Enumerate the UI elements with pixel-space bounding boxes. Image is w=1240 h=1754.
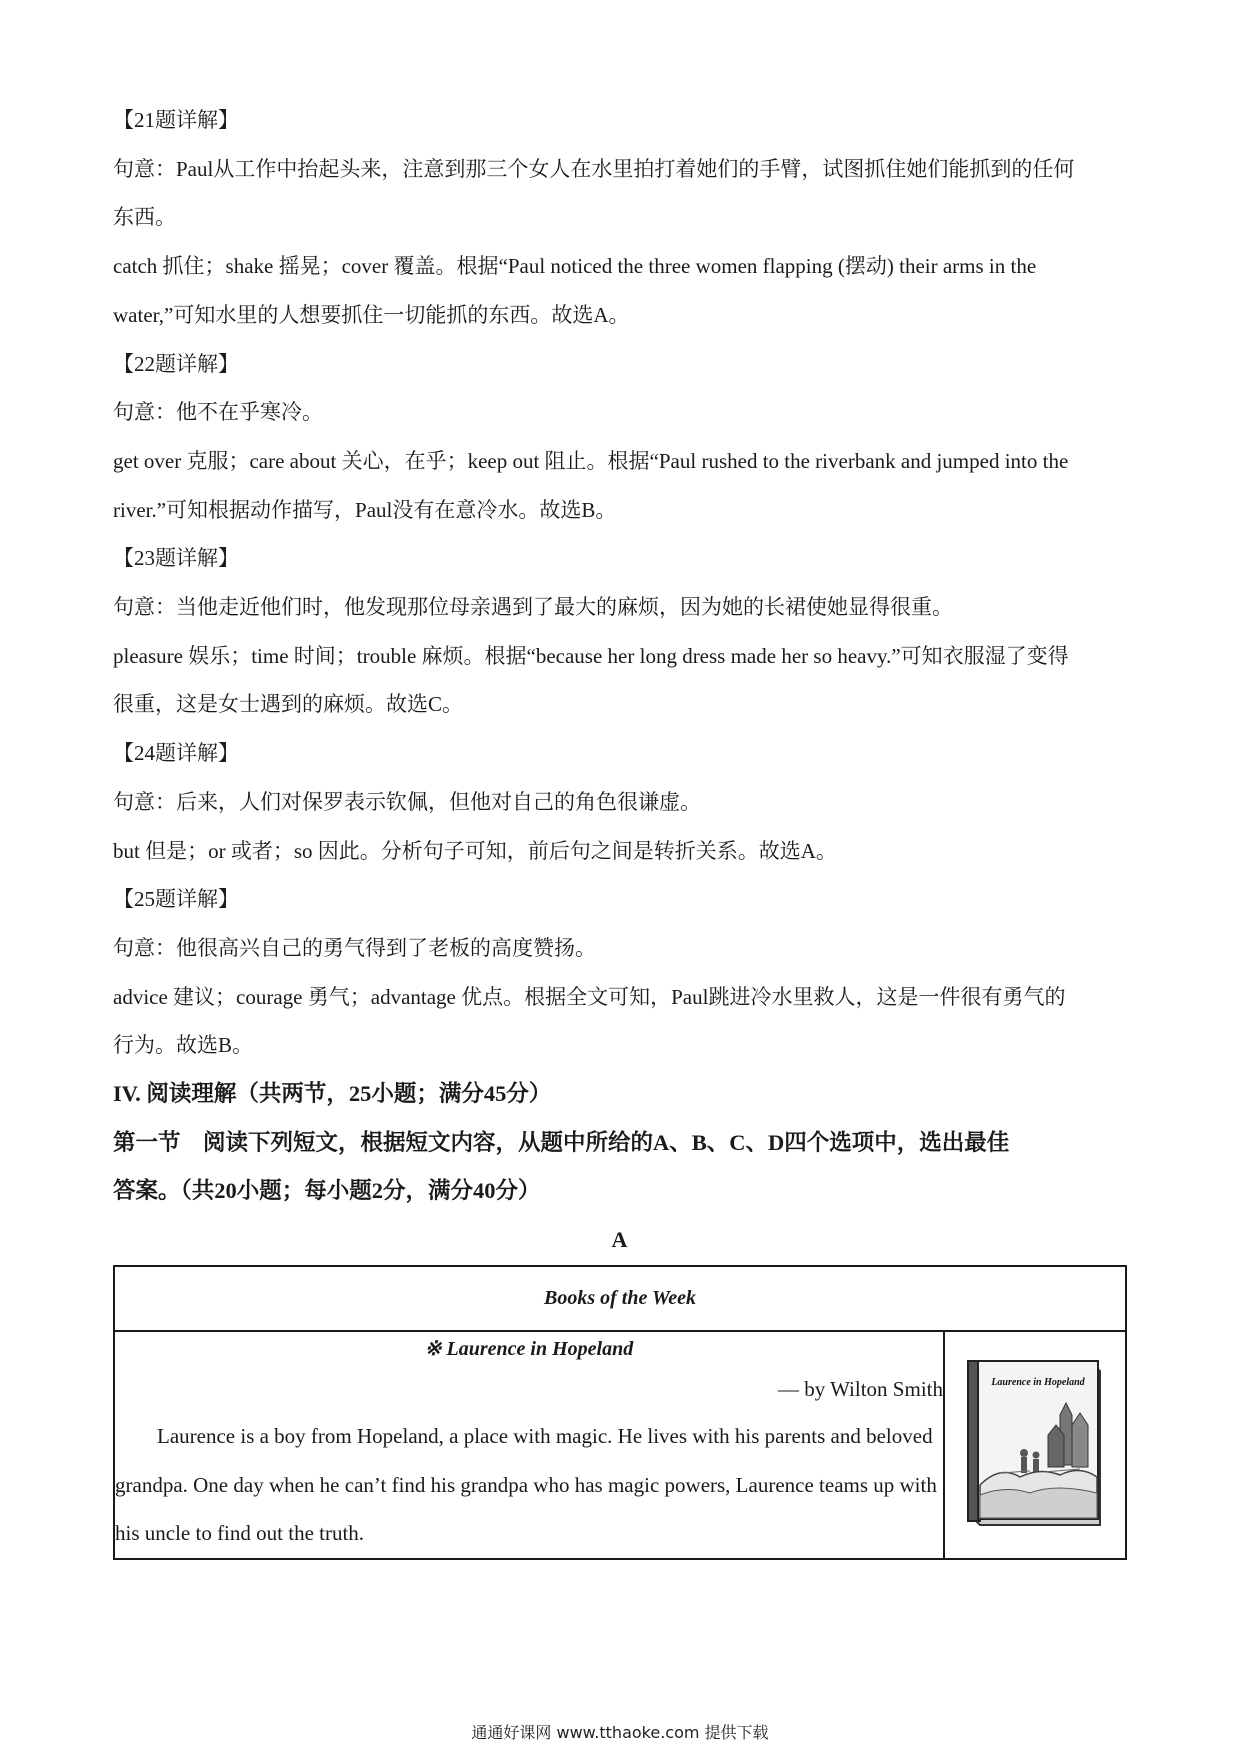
book-cover-cell <box>944 1331 1126 1559</box>
text-line: pleasure 娱乐；time 时间；trouble 麻烦。根据“because her long dress made her so heavy.”可知衣服湿了变得 <box>113 643 1069 668</box>
text-line: 句意：他不在乎寒冷。 <box>113 400 323 425</box>
text-line: river.”可知根据动作描写，Paul没有在意冷水。故选B。 <box>113 497 617 522</box>
text-line: get over 克服；care about 关心，在乎；keep out 阻止。根据“Paul rushed to the riverbank and jumped into the <box>113 448 1069 473</box>
text-line: 句意：当他走近他们时，他发现那位母亲遇到了最大的麻烦，因为她的长裙使她显得很重。 <box>113 595 953 620</box>
text-line: 【21题详解】 <box>113 108 239 132</box>
text-line: catch 抓住；shake 摇晃；cover 覆盖。根据“Paul noticed the three women flapping (摆动) their arms in the <box>113 254 1037 279</box>
text-line: water,”可知水里的人想要抓住一切能抓的东西。故选A。 <box>113 302 630 327</box>
book-heading <box>115 1332 943 1366</box>
cover-title: Laurence in Hopeland <box>991 1376 1085 1388</box>
book-author: — by Wilton Smith <box>777 1377 943 1401</box>
page-footer: 通通好课网 www.tthaoke.com 提供下载 <box>471 1723 769 1742</box>
text-line: 句意：Paul从工作中抬起头来，注意到那三个女人在水里拍打着她们的手臂，试图抓住她们能抓到的任何 <box>113 156 1075 181</box>
text-line: 句意：后来，人们对保罗表示钦佩，但他对自己的角色很谦虚。 <box>113 789 701 814</box>
books-of-the-week-table <box>113 1265 1127 1560</box>
section-heading-line: 答案。（共20小题；每小题2分，满分40分） <box>113 1178 541 1204</box>
text-line: 【22题详解】 <box>113 351 239 376</box>
entry-marker: ※ <box>424 1338 442 1360</box>
section-heading-line: 第一节 阅读下列短文，根据短文内容，从题中所给的A、B、C、D四个选项中，选出最佳 <box>113 1129 1010 1155</box>
book-entry <box>114 1331 944 1559</box>
text-line: advice 建议；courage 勇气；advantage 优点。根据全文可知，Paul跳进冷水里救人，这是一件很有勇气的 <box>113 984 1066 1009</box>
book-cover-image <box>960 1355 1110 1530</box>
text-line: 句意：他很高兴自己的勇气得到了老板的高度赞扬。 <box>113 935 596 960</box>
book-description: Laurence is a boy from Hopeland, a place with magic. He lives with his parents and beloved grandpa. One day when he can’t find his grandpa who has magic powers, Laurence teams up with his uncle to find out the truth. <box>115 1424 937 1545</box>
document-body <box>113 96 1126 1260</box>
text-line: 行为。故选B。 <box>113 1033 254 1058</box>
text-line: but 但是；or 或者；so 因此。分析句子可知，前后句之间是转折关系。故选A。 <box>113 838 837 863</box>
table-title: Books of the Week <box>114 1266 1126 1331</box>
text-line: 【25题详解】 <box>113 887 239 912</box>
section-heading-line: IV. 阅读理解（共两节，25小题；满分45分） <box>113 1081 552 1107</box>
text-line: 【24题详解】 <box>113 741 239 766</box>
section-label: A <box>611 1227 628 1253</box>
text-line: 【23题详解】 <box>113 546 239 571</box>
text-line: 很重，这是女士遇到的麻烦。故选C。 <box>113 692 464 717</box>
text-line: 东西。 <box>113 205 176 230</box>
book-title: Laurence in Hopeland <box>446 1338 634 1360</box>
